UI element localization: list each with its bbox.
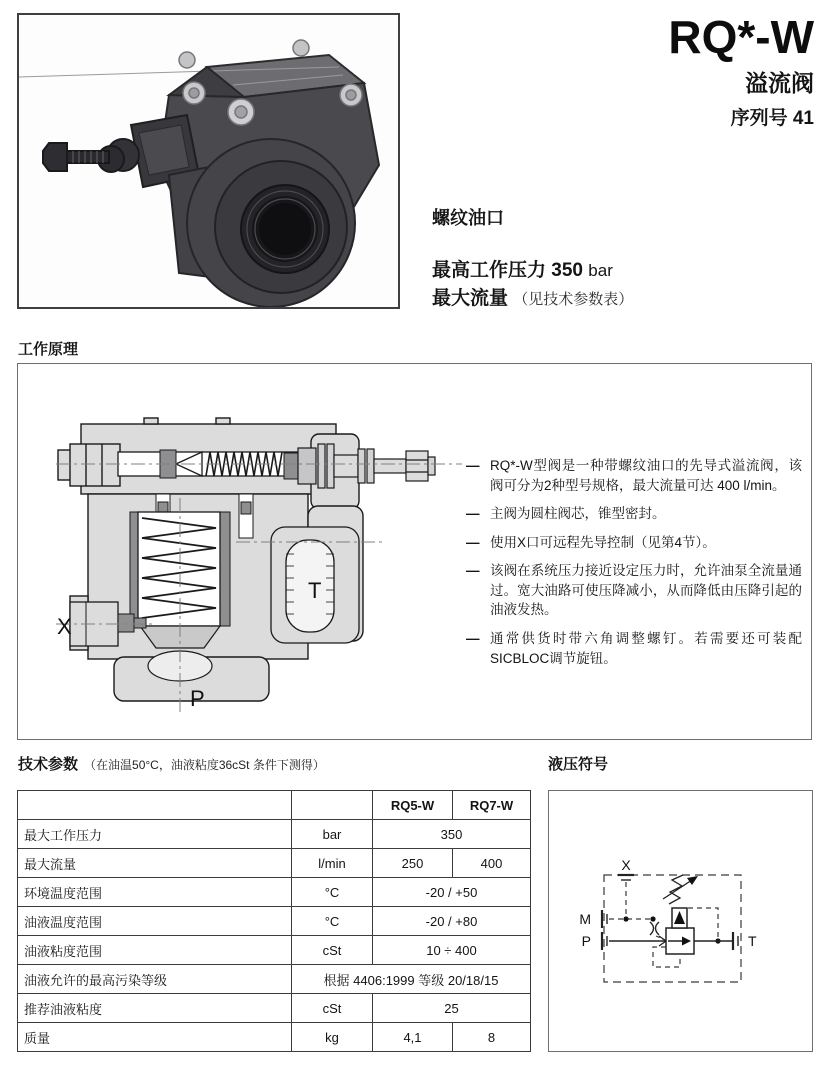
bullet-item: — 主阀为圆柱阀芯，锥型密封。 [466, 504, 802, 524]
bullet-dash: — [466, 630, 480, 646]
bullet-dash: — [466, 563, 480, 579]
table-row: 最大工作压力 bar 350 [18, 820, 531, 849]
max-flow-line: 最大流量 （见技术参数表） [432, 288, 634, 309]
valve-cross-section-diagram [56, 394, 476, 729]
bullet-item: — RQ*-W型阀是一种带螺纹油口的先导式溢流阀，该阀可分为2种型号规格，最大流量可达 400 l/min。 [466, 456, 802, 495]
diagram-label-x: X [57, 614, 72, 639]
hydraulic-symbol-diagram [549, 791, 812, 1051]
ports-label: 螺纹油口 [432, 208, 504, 228]
diagram-label-t: T [308, 578, 322, 603]
symbol-label-x: X [621, 857, 631, 873]
table-row: 质量 kg 4,1 8 [18, 1023, 531, 1052]
hydraulic-symbol-box [548, 790, 813, 1052]
bullet-item: — 该阀在系统压力接近设定压力时，允许油泵全流量通过。宽大油路可使压降减小，从而降低由压降引起的油液发热。 [466, 561, 802, 620]
table-row: 最大流量 l/min 250 400 [18, 849, 531, 878]
symbol-label-t: T [748, 933, 757, 949]
working-principle-heading: 工作原理 [18, 341, 79, 358]
intro-block [432, 204, 633, 314]
table-row: 油液温度范围 °C -20 / +80 [18, 907, 531, 936]
symbol-label-p: P [581, 933, 591, 949]
working-principle-box [17, 363, 812, 740]
table-row: 油液允许的最高污染等级 根据 4406:1999 等级 20/18/15 [18, 965, 531, 994]
bullet-dash: — [466, 458, 480, 473]
table-header-row [18, 791, 531, 820]
max-pressure-line: 最高工作压力 350 bar [432, 260, 613, 281]
diagram-label-p: P [190, 686, 205, 711]
tech-params-heading: 技术参数 （在油温50°C，油液粘度36cSt 条件下测得） [18, 756, 325, 773]
symbol-label-m: M [579, 911, 591, 927]
tech-params-table [17, 790, 531, 1052]
product-photo-frame [17, 13, 400, 309]
table-row: 推荐油液粘度 cSt 25 [18, 994, 531, 1023]
bullet-dash: — [466, 506, 480, 522]
col-header-rq7w: RQ7-W [453, 791, 531, 820]
hydraulic-symbol-heading: 液压符号 [548, 756, 609, 773]
working-principle-bullets [466, 456, 802, 677]
bullet-dash: — [466, 534, 480, 550]
col-header-rq5w: RQ5-W [373, 791, 453, 820]
model-name: RQ*-W [668, 11, 814, 63]
valve-type: 溢流阀 [745, 70, 814, 96]
bullet-item: — 使用X口可远程先导控制（见第4节）。 [466, 533, 802, 553]
product-photo [19, 15, 398, 307]
series-number: 序列号 41 [730, 108, 814, 129]
bullet-item: — 通常供货时带六角调整螺钉。若需要还可装配SICBLOC调节旋钮。 [466, 629, 802, 668]
title-block [668, 11, 814, 130]
table-row: 环境温度范围 °C -20 / +50 [18, 878, 531, 907]
table-row: 油液粘度范围 cSt 10 ÷ 400 [18, 936, 531, 965]
tech-params-conditions: （在油温50°C，油液粘度36cSt 条件下测得） [84, 758, 325, 772]
